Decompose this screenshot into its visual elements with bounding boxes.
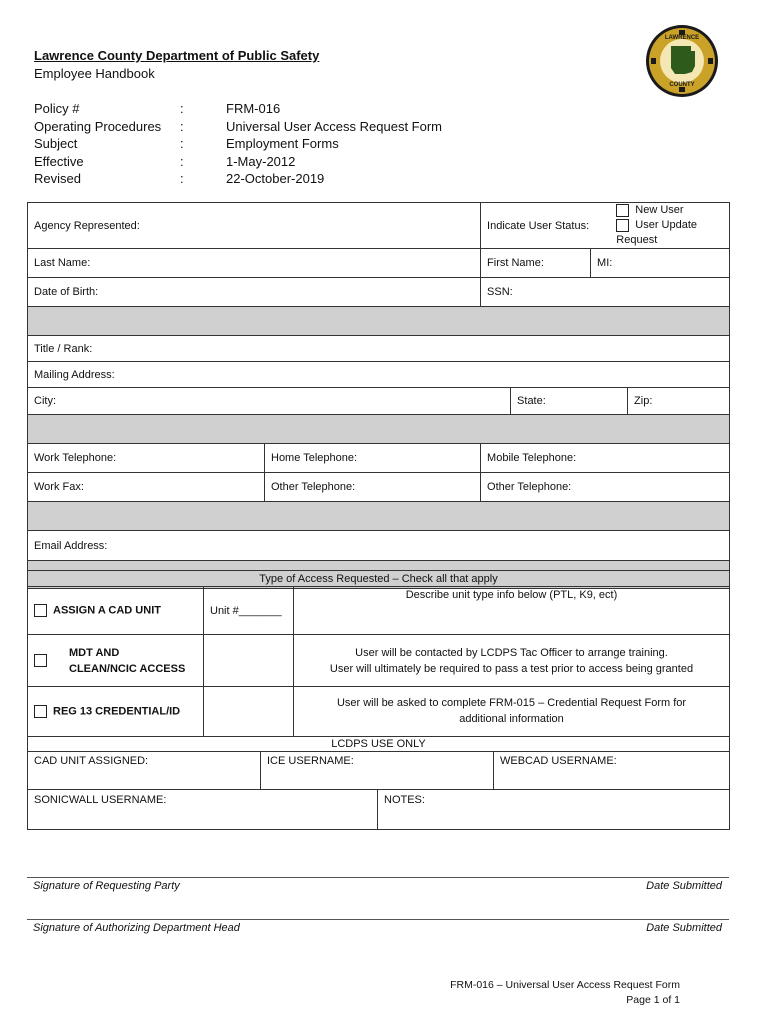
title-rank-label: Title / Rank: — [34, 342, 93, 355]
page-footer — [450, 978, 680, 1008]
dob-field[interactable] — [28, 278, 481, 307]
reg13-checkbox[interactable] — [34, 705, 47, 718]
ice-username-label: ICE USERNAME: — [267, 755, 354, 767]
office-use-table — [27, 736, 730, 830]
mi-field[interactable] — [591, 249, 730, 278]
mailing-label: Mailing Address: — [34, 368, 115, 381]
reg13-description — [294, 687, 730, 737]
meta-row — [34, 135, 442, 153]
meta-row — [34, 153, 442, 171]
city-label: City: — [34, 395, 56, 407]
meta-key: Policy # — [34, 101, 80, 116]
zip-label: Zip: — [634, 395, 653, 407]
access-heading — [28, 571, 730, 587]
seal-bottom-text: COUNTY — [669, 82, 695, 88]
mdt-label-2: CLEAN/NCIC ACCESS — [69, 662, 186, 675]
meta-sep: : — [180, 118, 184, 134]
office-use-heading — [28, 737, 730, 752]
notes-label: NOTES: — [384, 794, 425, 806]
ssn-label: SSN: — [487, 286, 513, 298]
zip-field[interactable] — [627, 388, 729, 414]
meta-key: Revised — [34, 171, 81, 186]
signature-line-1 — [27, 877, 729, 878]
mdt-checkbox[interactable] — [34, 654, 47, 667]
new-user-checkbox[interactable] — [616, 204, 629, 217]
update-user-label: User Update Request — [616, 219, 698, 246]
mdt-label-1: MDT AND — [69, 646, 120, 659]
agency-label: Agency Represented: — [34, 219, 140, 232]
mobile-telephone-field[interactable] — [481, 444, 730, 473]
user-status-cell — [481, 203, 730, 249]
other-telephone-field[interactable] — [265, 473, 481, 502]
state-field[interactable] — [511, 395, 627, 407]
handbook-subtitle: Employee Handbook — [34, 66, 155, 81]
signature-line-2 — [27, 919, 729, 920]
cad-unit-option[interactable] — [28, 587, 204, 635]
email-field[interactable] — [28, 531, 730, 561]
meta-sep: : — [180, 136, 184, 151]
meta-value: FRM-016 — [226, 101, 281, 116]
meta-row — [34, 100, 442, 118]
seal-top-text: LAWRENCE — [664, 35, 700, 41]
first-name-label: First Name: — [487, 257, 544, 269]
last-name-field[interactable] — [28, 249, 481, 278]
unit-number-label: Unit #_______ — [210, 604, 282, 617]
mobile-tel-label: Mobile Telephone: — [487, 452, 577, 464]
other-tel-label: Other Telephone: — [271, 481, 356, 493]
footer-page-number: Page 1 of 1 — [626, 994, 680, 1006]
reg13-desc-2: additional information — [459, 713, 564, 725]
meta-key: Effective — [34, 153, 84, 169]
update-user-option[interactable] — [616, 218, 729, 248]
update-user-checkbox[interactable] — [616, 219, 629, 232]
other-tel-label-2: Other Telephone: — [487, 481, 572, 493]
reg13-label: REG 13 CREDENTIAL/ID — [53, 705, 181, 718]
meta-row — [34, 170, 442, 188]
mdt-desc-2: User will ultimately be required to pass a test prior to access being granted — [329, 662, 694, 675]
meta-sep: : — [180, 101, 184, 116]
date-submitted-label-1: Date Submitted — [646, 880, 722, 892]
work-telephone-field[interactable] — [28, 444, 265, 473]
sonicwall-label: SONICWALL USERNAME: — [34, 794, 167, 806]
cad-description[interactable] — [294, 587, 730, 635]
sonicwall-username-field[interactable] — [28, 790, 378, 830]
last-name-label: Last Name: — [34, 257, 91, 269]
new-user-option[interactable] — [616, 203, 729, 218]
meta-sep: : — [180, 153, 184, 169]
meta-value: Universal User Access Request Form — [226, 118, 443, 134]
section-divider — [28, 307, 730, 336]
notes-field[interactable] — [378, 790, 730, 830]
meta-key: Operating Procedures — [34, 118, 162, 134]
reg13-desc-1: User will be asked to complete FRM-015 – Credential Request Form for — [336, 697, 687, 709]
policy-meta — [34, 100, 442, 188]
webcad-username-field[interactable] — [494, 752, 730, 790]
mdt-description — [294, 635, 730, 687]
access-heading-text: Type of Access Requested – Check all that apply — [259, 572, 498, 585]
cad-unit-checkbox[interactable] — [34, 604, 47, 617]
cad-unit-assigned-field[interactable] — [28, 752, 261, 790]
state-label: State: — [517, 395, 546, 407]
meta-value: Employment Forms — [226, 136, 339, 151]
meta-sep: : — [180, 171, 184, 186]
dob-label: Date of Birth: — [34, 286, 99, 298]
date-submitted-label-2: Date Submitted — [646, 922, 722, 934]
access-table — [27, 570, 730, 737]
requesting-signature-label: Signature of Requesting Party — [33, 880, 180, 892]
mi-label: MI: — [597, 257, 613, 269]
mailing-address-field[interactable] — [28, 362, 730, 388]
footer-form-name: FRM-016 – Universal User Access Request Form — [450, 979, 680, 991]
title-rank-field[interactable] — [28, 336, 730, 362]
agency-field[interactable] — [28, 203, 481, 249]
ice-username-field[interactable] — [261, 752, 494, 790]
home-tel-label: Home Telephone: — [271, 452, 358, 464]
mdt-desc-1: User will be contacted by LCDPS Tac Officer to arrange training. — [355, 646, 668, 659]
cad-desc-text: Describe unit type info below (PTL, K9, ect) — [405, 589, 618, 601]
work-fax-field[interactable] — [28, 473, 265, 502]
mdt-option[interactable] — [28, 635, 204, 687]
meta-key: Subject — [34, 136, 78, 151]
authorizing-signature-label: Signature of Authorizing Department Head — [33, 922, 240, 934]
department-title: Lawrence County Department of Public Safety — [34, 48, 320, 63]
meta-value: 22-October-2019 — [226, 171, 325, 186]
personal-info-table — [27, 202, 730, 589]
webcad-username-label: WEBCAD USERNAME: — [500, 755, 617, 767]
unit-number-field[interactable] — [204, 587, 294, 635]
section-divider — [28, 502, 730, 531]
office-use-heading-text: LCDPS USE ONLY — [331, 738, 426, 750]
work-tel-label: Work Telephone: — [34, 452, 117, 464]
county-seal-logo — [645, 24, 719, 98]
mdt-blank — [204, 635, 294, 687]
reg13-option[interactable] — [28, 687, 204, 737]
work-fax-label: Work Fax: — [34, 481, 84, 493]
other-telephone-field-2[interactable] — [481, 473, 730, 502]
first-name-field[interactable] — [481, 249, 591, 278]
meta-value: 1-May-2012 — [226, 153, 296, 169]
reg13-blank — [204, 687, 294, 737]
cad-assigned-label: CAD UNIT ASSIGNED: — [34, 755, 149, 767]
new-user-label: New User — [635, 204, 684, 216]
meta-row — [34, 118, 442, 136]
email-label: Email Address: — [34, 539, 108, 552]
ssn-field[interactable] — [481, 278, 730, 307]
cad-unit-label: ASSIGN A CAD UNIT — [53, 604, 161, 617]
state-zip-cell — [511, 388, 730, 415]
city-field[interactable] — [28, 388, 511, 415]
status-label: Indicate User Status: — [487, 219, 590, 232]
section-divider — [28, 415, 730, 444]
home-telephone-field[interactable] — [265, 444, 481, 473]
